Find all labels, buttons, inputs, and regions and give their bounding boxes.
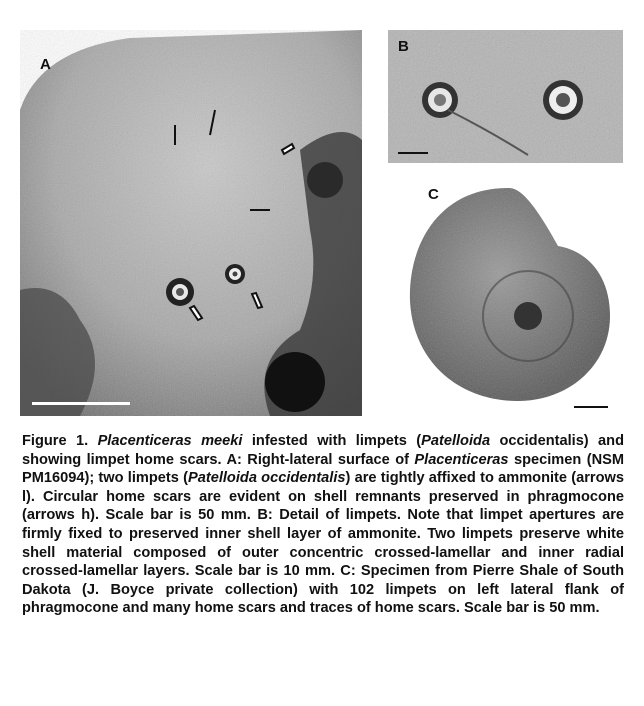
caption-species-name: Placenticeras meeki	[97, 433, 243, 449]
panel-b-label: B	[398, 38, 409, 55]
panel-b-photo	[388, 30, 623, 163]
caption-species-name-2: Patelloida occidentalis	[188, 470, 346, 487]
caption-text-4: ) are tightly affixed to ammonite (arrows l). Circular home scars are evident on shell remnants preserved in phragmocone (arrows h). Scale bar is 50 mm. B: Detail of limpets. Note that limpet apertures are firmly fixed to preserved inner shell layer of ammonite. Two limpets preserve white shell material composed of outer concentric crossed-lamellar and inner radial crossed-lamellar layers. Scale bar is 10 mm. C: Specimen from Pierre Shale of South Dakota (J. Boyce private collection) with 102 limpets on left lateral flank of phragmocone and many home scars and traces of home scars. Scale bar is 50 mm.	[22, 470, 624, 617]
caption-figure-number: Figure 1.	[22, 433, 98, 449]
caption-genus-name-2: Placenticeras	[414, 451, 509, 468]
panel-a-photo	[20, 30, 362, 416]
figure-panel-b	[388, 30, 623, 163]
panel-a-label: A	[40, 56, 51, 73]
caption-genus-name: Patelloida	[421, 433, 491, 449]
caption-text-1: infested with limpets (	[242, 433, 422, 449]
figure-caption	[22, 432, 624, 618]
caption-text-3: specimen (NSM PM16094); two limpets (	[22, 451, 625, 487]
figure-panel-a	[20, 30, 362, 416]
figure-panel-c	[388, 176, 623, 416]
panel-c-photo	[388, 176, 623, 416]
panel-c-label: C	[428, 186, 439, 203]
caption-text-2: occidentalis) and showing limpet home scars. A: Right-lateral surface of	[22, 433, 625, 468]
